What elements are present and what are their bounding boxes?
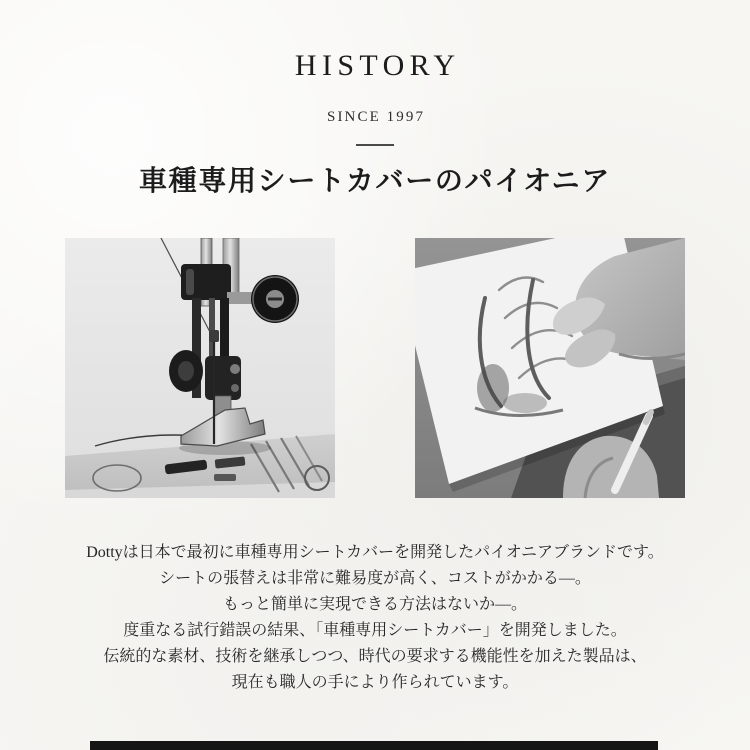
story-line: シートの張替えは非常に難易度が高く、コストがかかる—。	[159, 570, 591, 587]
section-title: HISTORY	[294, 49, 461, 82]
brand-story-text	[0, 540, 750, 696]
sewing-machine-illustration	[65, 238, 335, 498]
divider-line	[356, 144, 394, 146]
story-line: 伝統的な素材、技術を継承しつつ、時代の要求する機能性を加えた製品は、	[103, 648, 647, 665]
sketching-hands-illustration	[415, 238, 685, 498]
story-line: 度重なる試行錯誤の結果、「車種専用シートカバー」を開発しました。	[123, 622, 627, 639]
photo-row	[0, 238, 750, 498]
story-line: もっと簡単に実現できる方法はないか—。	[222, 596, 527, 613]
catchphrase-heading: 車種専用シートカバーのパイオニア	[138, 166, 612, 197]
story-line: 現在も職人の手により作られています。	[231, 674, 519, 691]
sketching-hands-image	[415, 238, 685, 498]
sewing-machine-image	[65, 238, 335, 498]
bottom-dark-bar	[90, 741, 658, 750]
section-subtitle: SINCE 1997	[327, 109, 426, 125]
story-line: Dottyは日本で最初に車種専用シートカバーを開発したパイオニアブランドです。	[86, 544, 664, 561]
